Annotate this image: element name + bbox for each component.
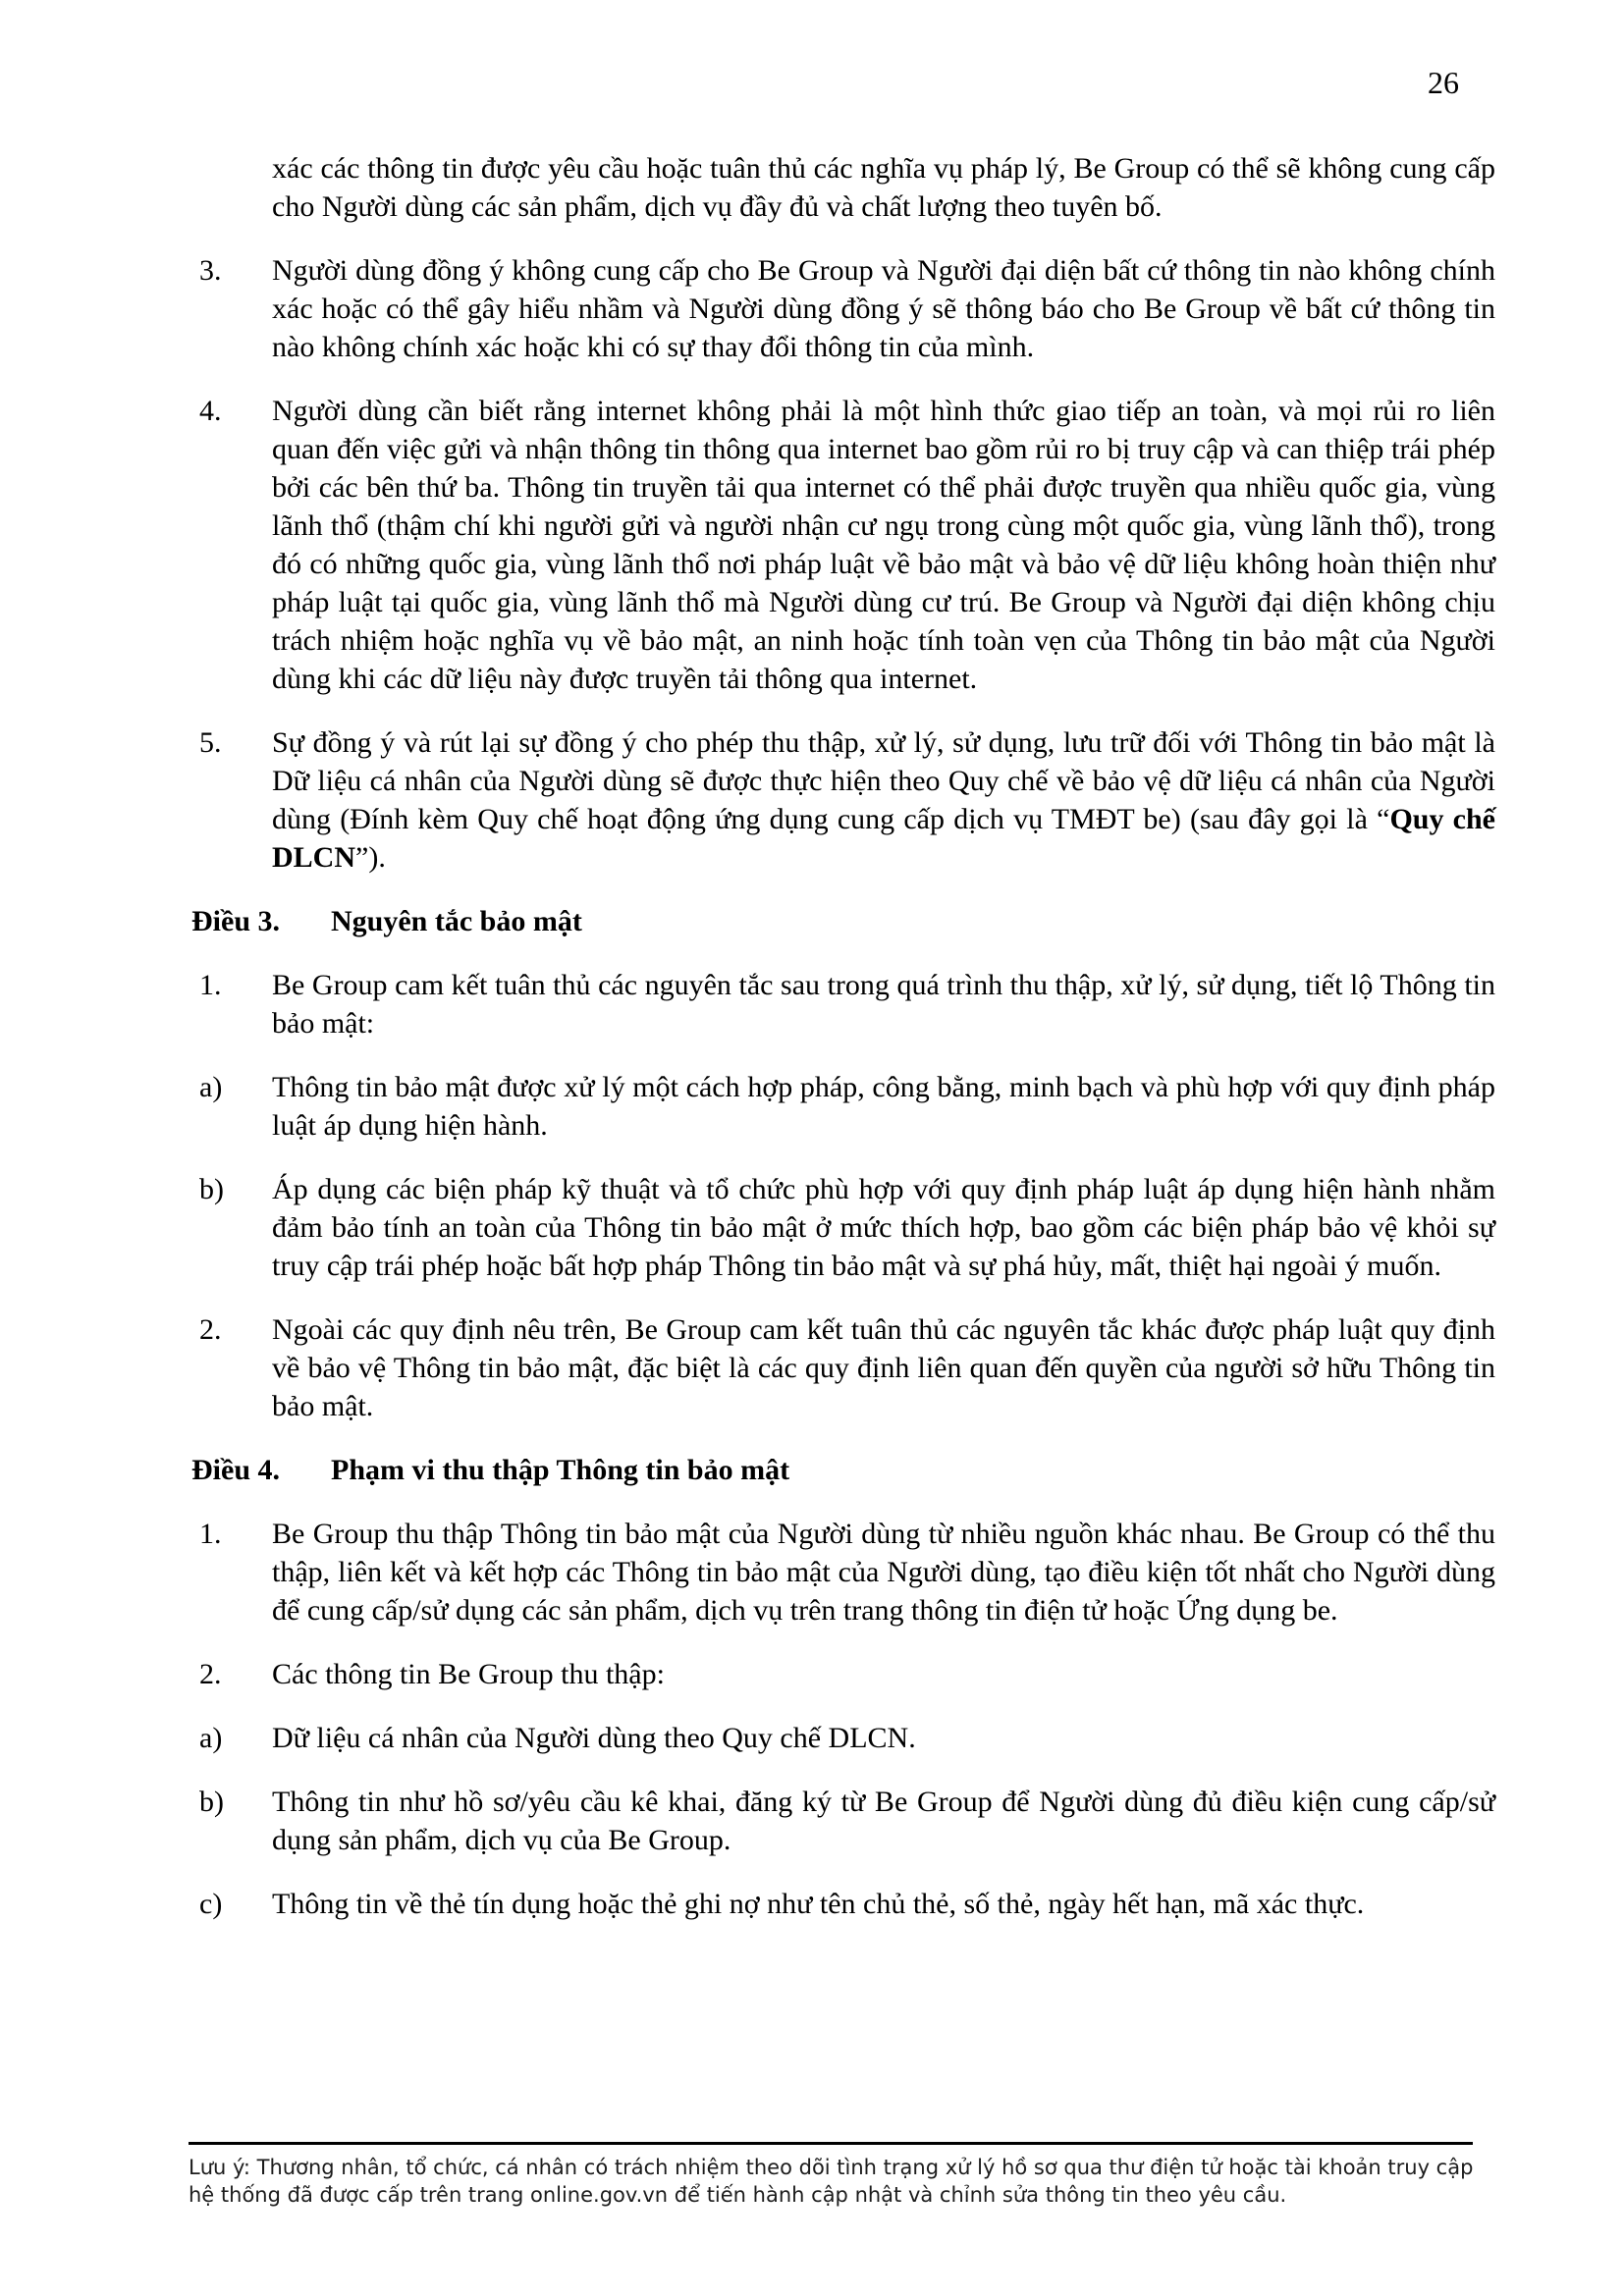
list-marker: a) xyxy=(199,1722,223,1754)
list-text: Thông tin như hồ sơ/yêu cầu kê khai, đăng ký từ Be Group để Người dùng đủ điều kiện cung cấp/sử dụng sản phẩm, dịch vụ của Be Group. xyxy=(272,1786,1495,1856)
list-marker: 2. xyxy=(199,1658,222,1690)
list-marker: 3. xyxy=(199,254,222,287)
list-marker: 1. xyxy=(199,1518,222,1550)
list-item xyxy=(191,392,1495,698)
list-marker: 1. xyxy=(199,969,222,1001)
list-item xyxy=(191,1170,1495,1285)
list-text: Thông tin bảo mật được xử lý một cách hợp pháp, công bằng, minh bạch và phù hợp với quy định pháp luật áp dụng hiện hành. xyxy=(272,1071,1495,1142)
list-text: Các thông tin Be Group thu thập: xyxy=(272,1658,665,1690)
intro-continuation-paragraph: xác các thông tin được yêu cầu hoặc tuân thủ các nghĩa vụ pháp lý, Be Group có thể sẽ không cung cấp cho Người dùng các sản phẩm, dịch vụ đầy đủ và chất lượng theo tuyên bố. xyxy=(272,152,1495,223)
list-item xyxy=(191,1310,1495,1425)
section-heading xyxy=(191,902,1495,940)
list-marker: c) xyxy=(199,1888,223,1920)
list-text: Be Group cam kết tuân thủ các nguyên tắc sau trong quá trình thu thập, xử lý, sử dụng, tiết lộ Thông tin bảo mật: xyxy=(272,969,1495,1040)
list-text: Thông tin về thẻ tín dụng hoặc thẻ ghi nợ như tên chủ thẻ, số thẻ, ngày hết hạn, mã xác thực. xyxy=(272,1888,1365,1920)
list-text: Dữ liệu cá nhân của Người dùng theo Quy chế DLCN. xyxy=(272,1722,916,1754)
list-item xyxy=(191,1655,1495,1693)
list-item xyxy=(191,966,1495,1042)
heading-label: Điều 3. xyxy=(191,905,280,937)
list-marker: 2. xyxy=(199,1313,222,1346)
list-marker: a) xyxy=(199,1071,223,1103)
list-text: Ngoài các quy định nêu trên, Be Group cam kết tuân thủ các nguyên tắc khác được pháp luật quy định về bảo vệ Thông tin bảo mật, đặc biệt là các quy định liên quan đến quyền của người sở hữu Thông tin bảo mật. xyxy=(272,1313,1495,1422)
list-item xyxy=(191,723,1495,877)
page-number: 26 xyxy=(1428,65,1459,100)
list-item xyxy=(191,1783,1495,1859)
list-text: Be Group thu thập Thông tin bảo mật của Người dùng từ nhiều nguồn khác nhau. Be Group có thể thu thập, liên kết và kết hợp các Thông tin bảo mật của Người dùng, tạo điều kiện tốt nhất cho Người dùng để cung cấp/sử dụng các sản phẩm, dịch vụ trên trang thông tin điện tử hoặc Ứng dụng be. xyxy=(272,1518,1495,1627)
list-item xyxy=(191,1515,1495,1629)
heading-title: Nguyên tắc bảo mật xyxy=(331,905,582,937)
list-item xyxy=(191,1719,1495,1757)
heading-title: Phạm vi thu thập Thông tin bảo mật xyxy=(331,1454,790,1486)
list-text: Sự đồng ý và rút lại sự đồng ý cho phép thu thập, xử lý, sử dụng, lưu trữ đối với Thông tin bảo mật là Dữ liệu cá nhân của Người dùng sẽ được thực hiện theo Quy chế về bảo vệ dữ liệu cá nhân của Người dùng (Đính kèm Quy chế hoạt động ứng dụng cung cấp dịch vụ TMĐT be) (sau đây gọi là “Quy chế DLCN”). xyxy=(272,726,1495,874)
list-text: Người dùng đồng ý không cung cấp cho Be Group và Người đại diện bất cứ thông tin nào không chính xác hoặc có thể gây hiểu nhầm và Người dùng đồng ý sẽ thông báo cho Be Group về bất cứ thông tin nào không chính xác hoặc khi có sự thay đổi thông tin của mình. xyxy=(272,254,1495,363)
list-marker: 4. xyxy=(199,395,222,427)
list-item xyxy=(191,251,1495,366)
list-text: Người dùng cần biết rằng internet không phải là một hình thức giao tiếp an toàn, và mọi rủi ro liên quan đến việc gửi và nhận thông tin thông qua internet bao gồm rủi ro bị truy cập và can thiệp trái phép bởi các bên thứ ba. Thông tin truyền tải qua internet có thể phải được truyền qua nhiều quốc gia, vùng lãnh thổ (thậm chí khi người gửi và người nhận cư ngụ trong cùng một quốc gia, vùng lãnh thổ), trong đó có những quốc gia, vùng lãnh thổ nơi pháp luật về bảo mật và bảo vệ dữ liệu không hoàn thiện như pháp luật tại quốc gia, vùng lãnh thổ mà Người dùng cư trú. Be Group và Người đại diện không chịu trách nhiệm hoặc nghĩa vụ về bảo mật, an ninh hoặc tính toàn vẹn của Thông tin bảo mật của Người dùng khi các dữ liệu này được truyền tải thông qua internet. xyxy=(272,395,1495,695)
list-item xyxy=(191,1068,1495,1145)
list-marker: 5. xyxy=(199,726,222,759)
section-heading xyxy=(191,1451,1495,1489)
list-marker: b) xyxy=(199,1173,224,1205)
heading-label: Điều 4. xyxy=(191,1454,280,1486)
list-marker: b) xyxy=(199,1786,224,1818)
footnote: Lưu ý: Thương nhân, tổ chức, cá nhân có trách nhiệm theo dõi tình trạng xử lý hồ sơ qua thư điện tử hoặc tài khoản truy cập hệ thống đã được cấp trên trang online.gov.vn để tiến hành cập nhật và chỉnh sửa thông tin theo yêu cầu. xyxy=(189,2156,1474,2207)
footnote-divider xyxy=(189,2142,1473,2145)
document-body xyxy=(191,149,1495,1949)
list-text: Áp dụng các biện pháp kỹ thuật và tổ chức phù hợp với quy định pháp luật áp dụng hiện hành nhằm đảm bảo tính an toàn của Thông tin bảo mật ở mức thích hợp, bao gồm các biện pháp bảo vệ khỏi sự truy cập trái phép hoặc bất hợp pháp Thông tin bảo mật và sự phá hủy, mất, thiệt hại ngoài ý muốn. xyxy=(272,1173,1495,1282)
list-item xyxy=(191,1885,1495,1923)
